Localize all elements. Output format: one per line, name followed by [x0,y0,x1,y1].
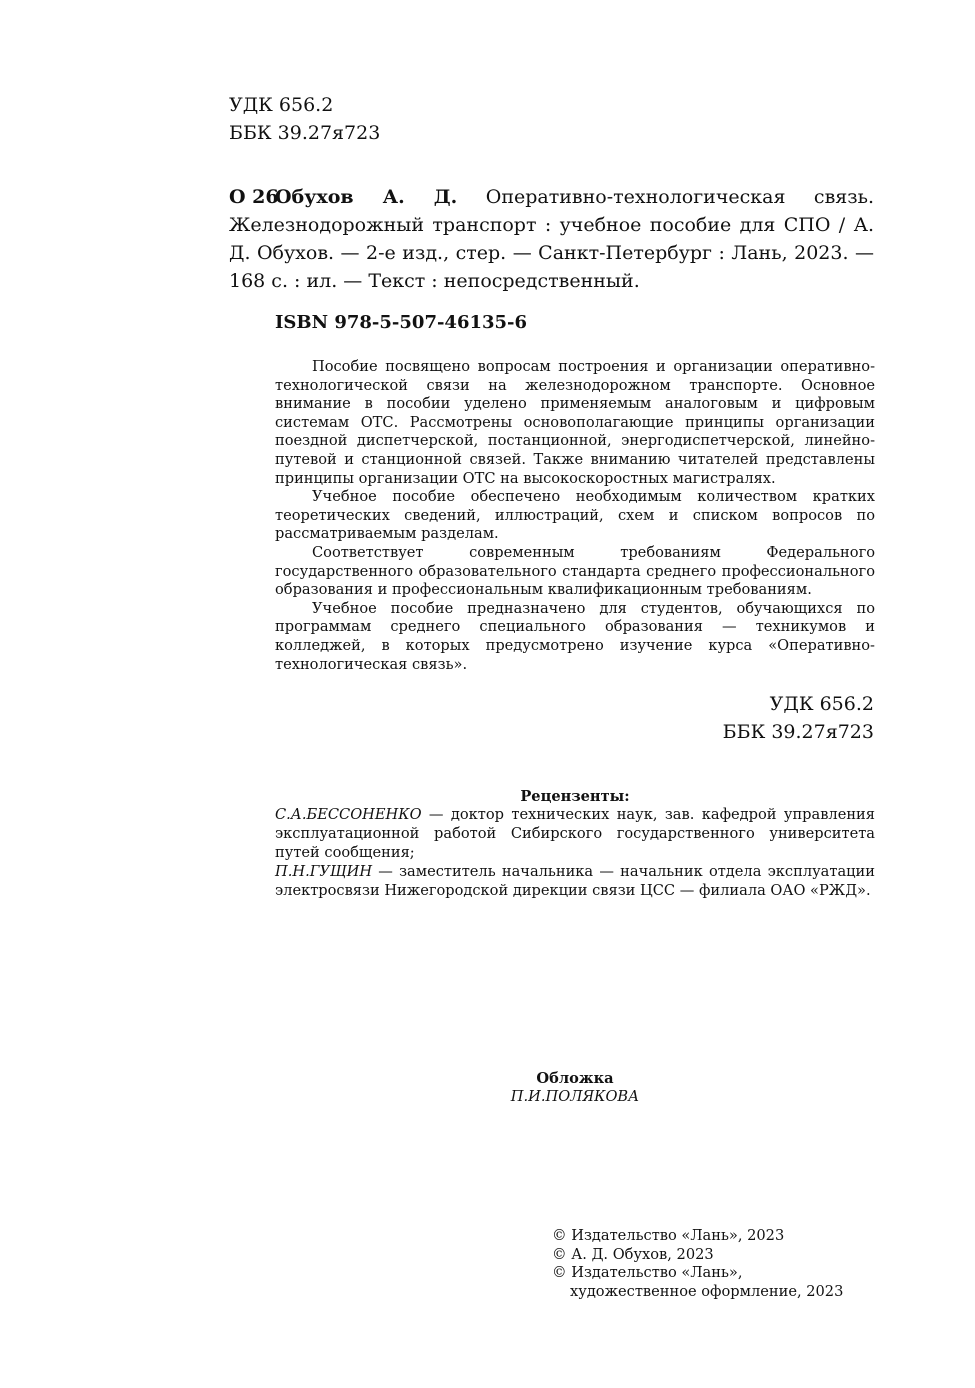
abstract-paragraph: Учебное пособие предназначено для студентов, обучающихся по программам среднего специального образования — техникумов и колледжей, в которых предусмотрено изучение курса «Оперативно-технологическая связь». [275,599,875,673]
reviewers-title: Рецензенты: [520,788,630,805]
udk-code: УДК 656.2 [769,693,874,715]
reviewer-item [275,862,875,900]
cover-designer: П.И.ПОЛЯКОВА [510,1088,640,1105]
reviewer-text: — доктор технических наук, зав. кафедрой управления эксплуатационной работой Сибирского государственного университета путей сообщения; [275,806,875,861]
reviewer-text: — заместитель начальника — начальник отдела эксплуатации электросвязи Нижегородской дирекции связи ЦСС — филиала ОАО «РЖД». [275,863,875,899]
copyright-line: художественное оформление, 2023 [570,1282,844,1300]
udk-bbk-footer [723,690,874,746]
abstract-paragraph: Соответствует современным требованиям Федерального государственного образовательного стандарта среднего профессионального образования и профессиональным квалификационным требованиям. [275,543,875,599]
abstract [275,358,875,674]
cover-label: Обложка [536,1070,614,1087]
reviewer-item [275,805,875,862]
isbn: ISBN 978-5-507-46135-6 [275,312,528,333]
bbk-code: ББК 39.27я723 [722,721,874,743]
copyright-block [552,1227,843,1301]
author-name: Обухов А. Д. [275,186,458,208]
bibliographic-description [229,183,874,295]
author-mark: О 26 [229,186,279,208]
cover-credit [275,1070,875,1106]
abstract-paragraph: Пособие посвящено вопросам построения и организации оперативно-технологической связи на железнодорожном транспорте. Основное внимание в пособии уделено применяемым аналоговым и цифровым системам ОТС. Рассмотрены основополагающие принципы организации поездной диспетчерской, постанционной, энергодиспетчерской, линейно-путевой и станционной связей. Также вниманию читателей представлены принципы организации ОТС на высокоскоростных магистралях. [275,358,875,487]
udk-code: УДК 656.2 [229,94,334,116]
book-description: Оперативно-технологическая связь. Железнодорожный транспорт : учебное пособие для СПО / А. Д. Обухов. — 2-е изд., стер. — Санкт-Петербург : Лань, 2023. — 168 с. : ил. — Текст : непосредственный. [229,186,874,292]
bbk-code: ББК 39.27я723 [229,122,381,144]
abstract-paragraph: Учебное пособие обеспечено необходимым количеством кратких теоретических сведений, иллюстраций, схем и списком вопросов по рассматриваемым разделам. [275,488,875,543]
udk-bbk-header [229,91,380,147]
reviewer-name: П.Н.ГУЩИН [275,863,373,880]
copyright-line: © А. Д. Обухов, 2023 [552,1245,714,1263]
reviewer-name: С.А.БЕССОНЕНКО [275,806,422,823]
copyright-line: © Издательство «Лань», [552,1264,743,1281]
reviewers-list [275,805,875,900]
copyright-line: © Издательство «Лань», 2023 [552,1227,785,1244]
